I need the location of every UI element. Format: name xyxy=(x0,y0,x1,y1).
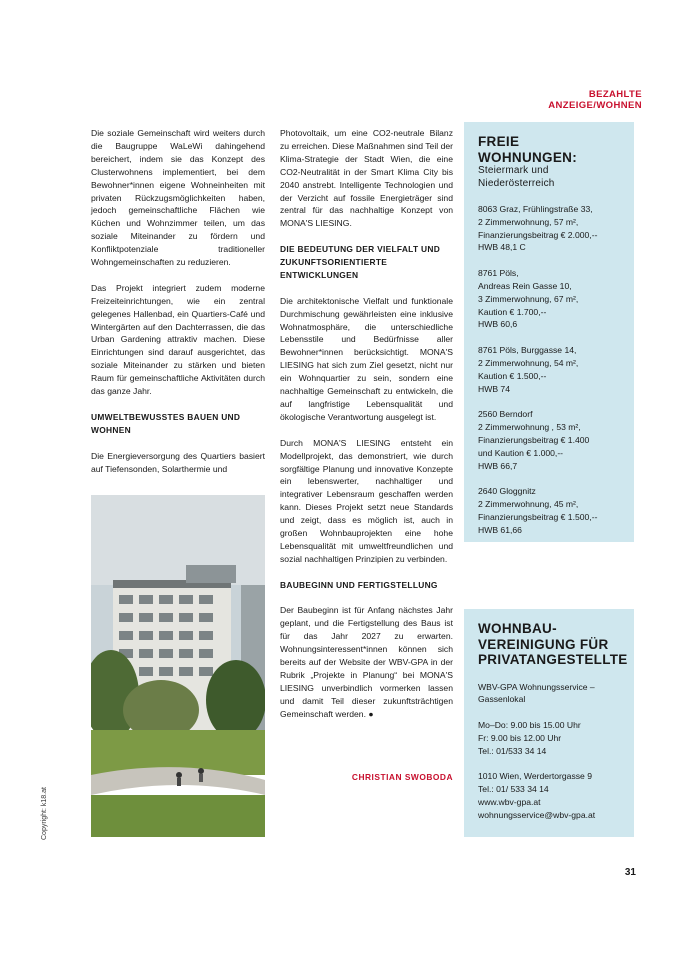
listing-line: Kaution € 1.500,-- xyxy=(478,370,547,381)
free-apartments-box xyxy=(464,122,634,542)
address: 1010 Wien, Werdertorgasse 9 xyxy=(478,771,593,782)
paragraph: Die Energieversorgung des Quartiers basiert auf Tiefensonden, Solarthermie und xyxy=(91,450,265,474)
section-heading: BAUBEGINN UND FERTIGSTELLUNG xyxy=(280,579,438,590)
listing-line: 8063 Graz, Frühlingstraße 33, xyxy=(478,204,593,214)
listing-line: 3 Zimmerwohnung, 67 m², xyxy=(478,293,579,304)
copyright-text: Copyright: k18.at xyxy=(41,787,48,840)
listing-line: 2 Zimmerwohnung, 57 m², xyxy=(478,216,579,227)
hours-line: Tel.: 01/533 34 14 xyxy=(478,745,547,756)
opening-hours xyxy=(478,719,622,757)
subtitle-line: Steiermark und xyxy=(478,165,549,176)
section-tag: BEZAHLTE ANZEIGE/WOHNEN xyxy=(548,89,642,111)
paragraph: Die soziale Gemeinschaft wird weiters durch die Baugruppe WaLeWi dahingehend bereichert, indem sie das Konzept des Clusterwohnens implementiert, bei dem Bewohner*innen eigene Wohneinheiten mit privaten Rückzugsmöglichkeiten haben, jedoch gemeinschaftliche Flächen wie Küchen und Wohnzimmer teilen, um das soziale Miteinander zu fördern und Konfliktpotenziale traditioneller Wohngemeinschaften zu reduzieren. xyxy=(91,128,265,268)
listing-line: Andreas Rein Gasse 10, xyxy=(478,280,572,291)
listing-line: 2640 Gloggnitz xyxy=(478,486,536,497)
hours-line: Fr: 9.00 bis 12.00 Uhr xyxy=(478,732,562,743)
copyright-note xyxy=(33,770,53,840)
apartment-listing xyxy=(478,485,622,536)
box-subtitle xyxy=(478,165,622,190)
listing-line: HWB 74 xyxy=(478,383,510,394)
listing-line: Finanzierungsbeitrag € 1.400 xyxy=(478,434,590,445)
section-heading: DIE BEDEUTUNG DER VIELFALT UND ZUKUNFTSORIENTIERTE ENTWICKLUNGEN xyxy=(280,244,441,280)
paragraph: Der Baubeginn ist für Anfang nächstes Jahr geplant, und die Fertigstellung des Baus ist für das Jahr 2027 zu erwarten. Wohnungsinteressent*innen können sich bereits auf der Website der WBV-GPA in der Rubrik „Projekte in Planung“ bei MONA'S LIESING unverbindlich vormerken lassen und damit Teil dieser zukunftsträchtigen Gemeinschaft werden. ● xyxy=(280,605,453,719)
listing-line: 2 Zimmerwohnung, 45 m², xyxy=(478,499,579,510)
apartment-listing xyxy=(478,408,622,472)
apartment-listing xyxy=(478,344,622,395)
box-title: WOHNUNGEN: xyxy=(478,149,577,165)
service-line: WBV-GPA Wohnungsservice – xyxy=(478,681,595,692)
paragraph: Durch MONA'S LIESING entsteht ein Modellprojekt, das demonstriert, wie durch sorgfältige Planung und innovative Konzepte ein lebenswerter, nachhaltiger und integrativer Lebensraum geschaffen werden kann. Dieses Projekt setzt neue Standards und zeigt, dass es möglich ist, auch in großen Wohnbauprojekten eine hohe Lebensqualität mit umweltfreundlichen und sozial nachhaltigen Prinzipien zu verbinden. xyxy=(280,437,453,564)
box-title: PRIVATANGESTELLTE xyxy=(478,652,628,667)
listing-line: HWB 60,6 xyxy=(478,319,518,330)
website-link[interactable]: www.wbv-gpa.at xyxy=(478,797,541,808)
listing-line: HWB 66,7 xyxy=(478,460,518,471)
page-number: 31 xyxy=(624,867,636,878)
email-link[interactable]: wohnungsservice@wbv-gpa.at xyxy=(478,809,596,820)
box-title: VEREINIGUNG FÜR xyxy=(478,636,609,652)
listing-line: 8761 Pöls, xyxy=(478,268,519,279)
apartment-listing xyxy=(478,267,622,331)
listing-line: Finanzierungsbeitrag € 2.000,-- xyxy=(478,229,598,240)
text-column-1 xyxy=(91,127,265,488)
contact-box xyxy=(464,609,634,837)
hours-line: Mo–Do: 9.00 bis 15.00 Uhr xyxy=(478,720,581,731)
author-name: CHRISTIAN SWOBODA xyxy=(351,772,453,782)
listing-line: 8761 Pöls, Burggasse 14, xyxy=(478,345,577,356)
paragraph: Photovoltaik, um eine CO2-neutrale Bilanz zu erreichen. Diese Maßnahmen sind Teil der Klima-Strategie der Stadt Wien, die eine CO2-Neutralität in der Smart Klima City bis 2040 anstrebt. Intelligente Technologien und der Verzicht auf fossile Energieträger sind zentral für das nachhaltige Konzept von MONA'S LIESING. xyxy=(280,128,453,229)
listing-line: und Kaution € 1.000,-- xyxy=(478,447,564,458)
service-line: Gassenlokal xyxy=(478,694,526,705)
contact-details xyxy=(478,770,622,821)
listing-line: HWB 61,66 xyxy=(478,524,522,535)
listing-line: Kaution € 1.700,-- xyxy=(478,306,547,317)
box-title: WOHNBAU- xyxy=(478,621,557,636)
text-column-2 xyxy=(280,127,453,734)
paragraph: Die architektonische Vielfalt und funktionale Durchmischung gewährleisten eine inklusive Wohnatmosphäre, die unterschiedliche Lebensstile und Bedürfnisse aller Bewohner*innen berücksichtigt. MONA'S LIESING hat sich zum Ziel gesetzt, nicht nur ein Wohnquartier zu sein, sondern eine nachhaltige Gemeinschaft zu entwickeln, die auf langfristige Lebensqualität und ökologische Verantwortung ausgelegt ist. xyxy=(280,295,453,422)
apartment-listing xyxy=(478,203,622,254)
service-info xyxy=(478,681,622,707)
listing-line: Finanzierungsbeitrag € 1.500,-- xyxy=(478,511,598,522)
listing-line: HWB 48,1 C xyxy=(478,242,526,253)
section-heading: UMWELTBEWUSSTES BAUEN UND WOHNEN xyxy=(91,411,241,435)
box-title: FREIE xyxy=(478,134,520,149)
listing-line: 2560 Berndorf xyxy=(478,409,533,420)
phone: Tel.: 01/ 533 34 14 xyxy=(478,784,549,795)
listing-line: 2 Zimmerwohnung, 54 m², xyxy=(478,357,579,368)
subtitle-line: Niederösterreich xyxy=(478,177,555,189)
building-photo xyxy=(91,495,265,837)
listing-line: 2 Zimmerwohnung , 53 m², xyxy=(478,422,581,433)
paragraph: Das Projekt integriert zudem moderne Freizeiteinrichtungen, wie ein zentral gelegenes Hallenbad, ein Quartiers-Café und Wintergärten auf den Dachterrassen, die das Urban Gardening attraktiv machen. Diese Einrichtungen sind darauf ausgerichtet, das soziale Miteinander zu stärken und bieten Raum für gemeinschaftliche Aktivitäten durch das ganze Jahr. xyxy=(91,282,265,397)
